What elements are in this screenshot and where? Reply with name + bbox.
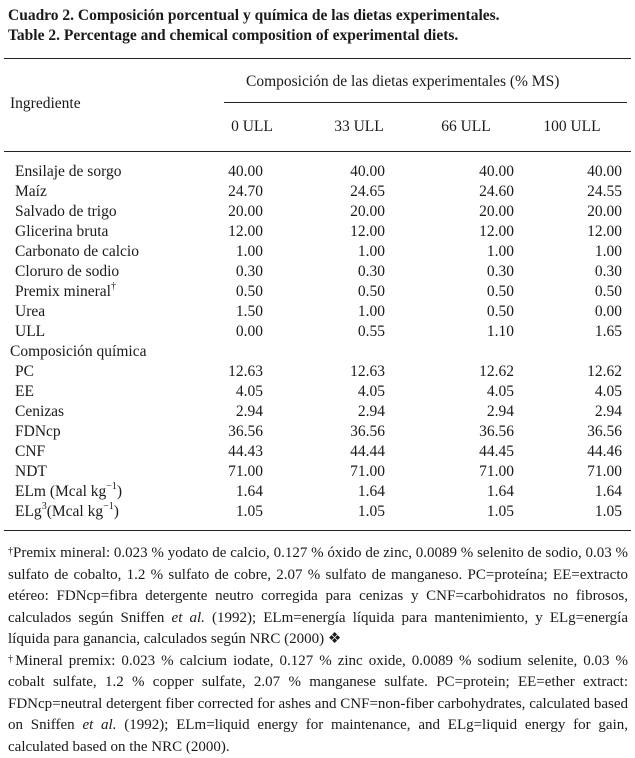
table-row — [0, 303, 635, 323]
row-label-text: Cenizas — [15, 403, 64, 420]
table-cell: 4.05 — [532, 383, 622, 401]
header-rule — [4, 151, 631, 152]
table-caption — [8, 6, 500, 46]
row-label-text: FDNcp — [15, 423, 61, 440]
dagger-mark-en: † — [8, 654, 15, 665]
table-footnotes — [8, 543, 628, 758]
table-cell: 36.56 — [532, 423, 622, 441]
table-cell: 40.00 — [173, 163, 263, 181]
unit-close: ) — [114, 503, 119, 520]
row-label — [15, 283, 116, 301]
table-cell: 0.30 — [173, 263, 263, 281]
table-cell: 1.00 — [295, 243, 385, 261]
table-row — [0, 243, 635, 263]
table-row — [0, 483, 635, 503]
table-row — [0, 463, 635, 483]
table-cell: 0.00 — [532, 303, 622, 321]
table-cell: 24.70 — [173, 183, 263, 201]
column-header-100-ull: 100 ULL — [517, 118, 627, 136]
row-label-text: Composición química — [10, 343, 146, 360]
row-label — [15, 423, 61, 441]
table-row — [0, 443, 635, 463]
table-row — [0, 263, 635, 283]
table-cell: 4.05 — [295, 383, 385, 401]
footnote-spanish-text-1: Premix mineral: 0.023 % yodato de calcio, 0.127 % óxido de zinc, 0.0089 % selenito de sodio, 0.03 % sulfato de cobalto, 1.2 % sulfato de cobre, 2.07 % sulfato de manganeso. PC=proteína; EE=extracto etéreo: FDNcp=fibra detergente neutro corregida para cenizas y CNF=carbohidratos no fibrosos, calculados según Sniffen — [8, 545, 628, 626]
table-cell: 12.00 — [532, 223, 622, 241]
table-cell: 24.65 — [295, 183, 385, 201]
table-row — [0, 183, 635, 203]
row-label-text: Ensilaje de sorgo — [15, 163, 121, 180]
table-cell: 20.00 — [173, 203, 263, 221]
column-header-0-ull: 0 ULL — [197, 118, 307, 136]
column-group-header: Composición de las dietas experimentales (% MS) — [246, 73, 559, 91]
row-label — [10, 343, 146, 361]
table-row — [0, 403, 635, 423]
table-cell: 1.05 — [295, 503, 385, 521]
footnote-spanish-text-2: (1992); ELm=energía líquida para mantenimiento, y ELg=energía líquida para ganancia, calculados según NRC (2000) ❖ — [8, 610, 628, 648]
row-label-text: PC — [15, 363, 34, 380]
table-cell: 44.44 — [295, 443, 385, 461]
table-cell: 12.00 — [173, 223, 263, 241]
footnote-english-etal: et al. — [82, 717, 116, 733]
caption-english: Table 2. Percentage and chemical composition of experimental diets. — [8, 26, 500, 46]
table-cell: 71.00 — [173, 463, 263, 481]
row-label-text: Carbonato de calcio — [15, 243, 139, 260]
row-label-superscript: † — [111, 281, 116, 292]
row-label — [15, 323, 45, 341]
ingredient-header: Ingrediente — [10, 95, 81, 113]
table-cell: 1.64 — [532, 483, 622, 501]
unit-close: ) — [117, 483, 122, 500]
table-cell: 0.55 — [295, 323, 385, 341]
column-header-33-ull: 33 ULL — [304, 118, 414, 136]
table-row — [0, 163, 635, 183]
table-row — [0, 283, 635, 303]
dagger-mark: † — [8, 546, 13, 557]
row-label-superscript: 3 — [42, 501, 47, 512]
table-cell: 36.56 — [173, 423, 263, 441]
table-cell: 71.00 — [532, 463, 622, 481]
row-label-text: CNF — [15, 443, 45, 460]
table-cell: 4.05 — [424, 383, 514, 401]
table-cell: 1.05 — [532, 503, 622, 521]
table-cell: 44.43 — [173, 443, 263, 461]
table-cell: 0.30 — [532, 263, 622, 281]
footnote-english-text-2: (1992); ELm=liquid energy for maintenance, and ELg=liquid energy for gain, calculated based on the NRC (2000). — [8, 717, 628, 755]
row-label-text: ELm (Mcal kg — [15, 483, 106, 500]
row-label-text: ULL — [15, 323, 45, 340]
table-cell: 40.00 — [295, 163, 385, 181]
row-label — [15, 163, 121, 181]
table-cell: 71.00 — [295, 463, 385, 481]
table-cell: 20.00 — [424, 203, 514, 221]
table-cell: 4.05 — [173, 383, 263, 401]
row-label — [15, 203, 117, 221]
table-cell: 1.50 — [173, 303, 263, 321]
caption-spanish: Cuadro 2. Composición porcentual y química de las dietas experimentales. — [8, 6, 500, 26]
table-cell: 12.63 — [173, 363, 263, 381]
table-cell: 1.00 — [424, 243, 514, 261]
table-cell: 0.50 — [532, 283, 622, 301]
table-cell: 1.05 — [173, 503, 263, 521]
table-cell: 1.00 — [295, 303, 385, 321]
table-cell: 2.94 — [295, 403, 385, 421]
row-label-text: Maíz — [15, 183, 47, 200]
table-cell: 2.94 — [424, 403, 514, 421]
row-label — [15, 243, 139, 261]
footnote-spanish — [8, 543, 628, 651]
row-label — [15, 483, 122, 501]
row-label-text: Glicerina bruta — [15, 223, 108, 240]
table-row — [0, 383, 635, 403]
group-rule — [224, 102, 627, 103]
table-cell: 1.64 — [295, 483, 385, 501]
table-row — [0, 203, 635, 223]
table-cell: 1.64 — [424, 483, 514, 501]
row-label-text: EE — [15, 383, 34, 400]
table-cell: 71.00 — [424, 463, 514, 481]
table-cell: 36.56 — [424, 423, 514, 441]
row-label — [15, 403, 64, 421]
table-cell: 1.10 — [424, 323, 514, 341]
row-label-text: ELg — [15, 503, 42, 520]
table-cell: 0.50 — [424, 283, 514, 301]
row-label-text: NDT — [15, 463, 47, 480]
row-label — [15, 383, 34, 401]
table-row — [0, 363, 635, 383]
row-label-text: Salvado de trigo — [15, 203, 117, 220]
footnote-spanish-etal: et al. — [172, 610, 205, 626]
table-cell: 2.94 — [173, 403, 263, 421]
top-rule — [4, 58, 631, 59]
column-header-66-ull: 66 ULL — [411, 118, 521, 136]
row-label — [15, 263, 119, 281]
table-cell: 20.00 — [295, 203, 385, 221]
row-label — [15, 463, 47, 481]
table-cell: 12.62 — [532, 363, 622, 381]
table-cell: 1.65 — [532, 323, 622, 341]
table-cell: 12.63 — [295, 363, 385, 381]
unit-exponent: −1 — [106, 481, 117, 492]
table-cell: 0.00 — [173, 323, 263, 341]
table-cell: 1.00 — [173, 243, 263, 261]
table-cell: 24.60 — [424, 183, 514, 201]
table-cell: 0.50 — [295, 283, 385, 301]
section-row — [0, 343, 635, 363]
row-label-text: Cloruro de sodio — [15, 263, 119, 280]
footnote-english — [8, 651, 628, 758]
table-row — [0, 323, 635, 343]
row-label-unit: (Mcal kg — [47, 503, 103, 520]
footnote-english-text-1: Mineral premix: 0.023 % calcium iodate, 0.127 % zinc oxide, 0.0089 % sodium selenite, 0.03 % cobalt sulfate, 1.2 % copper sulfate, 2.07 % manganese sulfate. PC=protein; EE=ether extract: FDNcp=neutral detergent fiber corrected for ashes and CNF=non-fiber carbohydrates, calculated based on Sniffen — [8, 653, 628, 734]
row-label-text: Urea — [15, 303, 45, 320]
row-label — [15, 503, 119, 521]
unit-exponent: −1 — [103, 501, 114, 512]
table-cell: 24.55 — [532, 183, 622, 201]
table-cell: 2.94 — [532, 403, 622, 421]
row-label-text: Premix mineral — [15, 283, 111, 300]
table-row — [0, 503, 635, 523]
table-cell: 12.00 — [295, 223, 385, 241]
table-cell: 44.45 — [424, 443, 514, 461]
table-cell: 44.46 — [532, 443, 622, 461]
table-cell: 12.62 — [424, 363, 514, 381]
table-cell: 20.00 — [532, 203, 622, 221]
table-cell: 36.56 — [295, 423, 385, 441]
table-row — [0, 423, 635, 443]
row-label — [15, 223, 108, 241]
bottom-rule — [4, 530, 631, 531]
row-label — [15, 363, 34, 381]
table-cell: 0.50 — [424, 303, 514, 321]
table-cell: 40.00 — [532, 163, 622, 181]
table-cell: 0.30 — [424, 263, 514, 281]
table-row — [0, 223, 635, 243]
table-cell: 0.30 — [295, 263, 385, 281]
table-cell: 1.64 — [173, 483, 263, 501]
row-label — [15, 183, 47, 201]
table-cell: 40.00 — [424, 163, 514, 181]
row-label — [15, 303, 45, 321]
table-cell: 1.05 — [424, 503, 514, 521]
table-cell: 1.00 — [532, 243, 622, 261]
table-cell: 12.00 — [424, 223, 514, 241]
row-label — [15, 443, 45, 461]
table-cell: 0.50 — [173, 283, 263, 301]
